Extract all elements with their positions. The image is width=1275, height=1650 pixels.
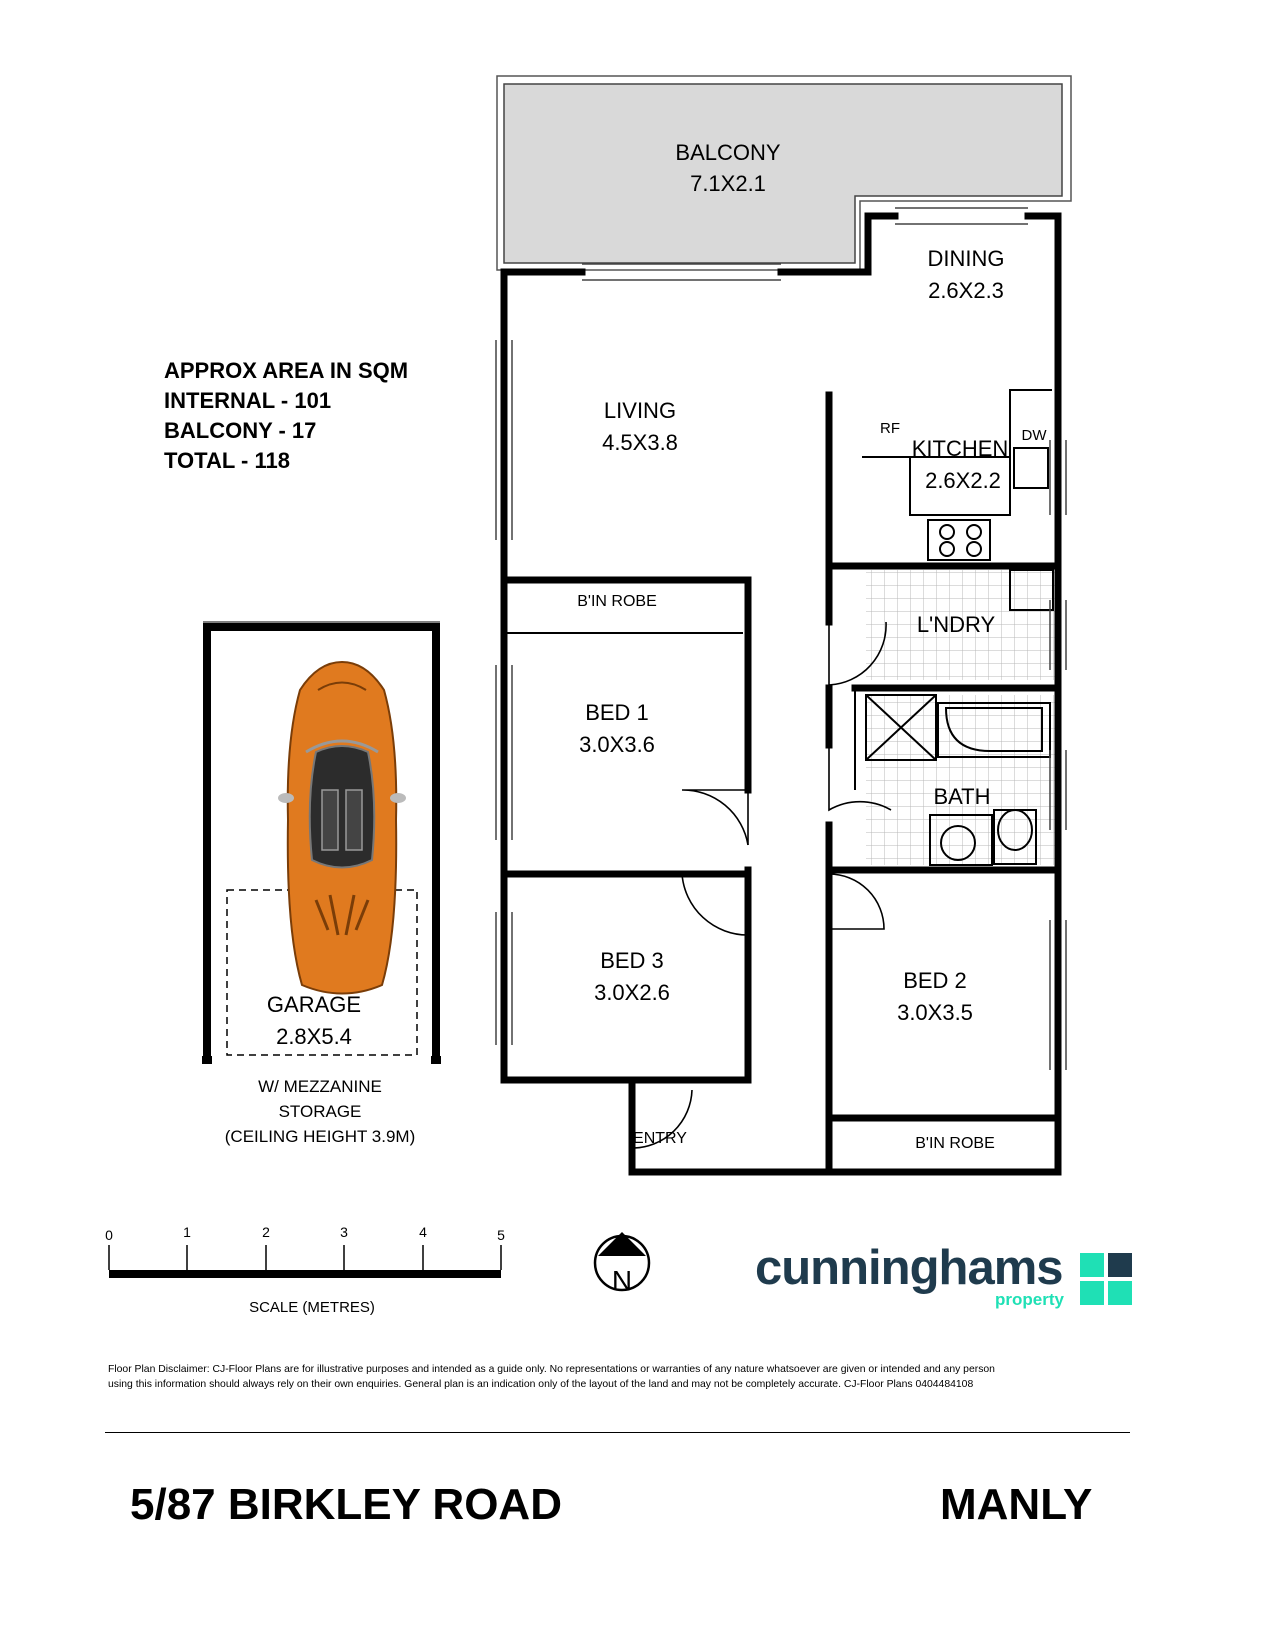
area-balcony: BALCONY - 17 [164,418,317,443]
robe1-label: B'IN ROBE [577,593,657,610]
scale-tick-2: 2 [262,1224,270,1240]
balcony-label: BALCONY [675,140,781,165]
disclaimer-line: using this information should always rely on their own enquiries. General plan is an indication only of the layout of the land and may not be completely accurate. CJ-Floor Plans 0404484108 [108,1379,974,1390]
area-title: APPROX AREA IN SQM [164,358,409,383]
balcony [497,76,1071,270]
brand-sub: property [995,1290,1064,1309]
laundry-label: L'NDRY [916,612,996,637]
bed2-size: 3.0X3.5 [897,1000,973,1025]
rf-label: RF [880,420,900,437]
entry-label: ENTRY [633,1130,687,1147]
car-icon [278,662,406,994]
kitchen-size: 2.6X2.2 [925,468,1001,493]
scale-tick-3: 3 [340,1224,348,1240]
kitchen-label: KITCHEN [911,436,1009,461]
garage-note [185,1074,455,1149]
disclaimer-line: Floor Plan Disclaimer: CJ-Floor Plans are for illustrative purposes and intended as a guide only. No representations or warranties of any nature whatsoever are given or intended and any person [108,1364,995,1375]
garage-size: 2.8X5.4 [276,1024,352,1049]
divider [105,1432,1130,1433]
garage-note-line: STORAGE [278,1102,362,1121]
scale-tick-1: 1 [183,1224,191,1240]
dining-label: DINING [927,246,1005,271]
bed1-size: 3.0X3.6 [579,732,655,757]
scale-label: SCALE (METRES) [249,1299,375,1316]
dw-label: DW [1021,427,1047,444]
garage-label: GARAGE [266,992,362,1017]
living-size: 4.5X3.8 [602,430,678,455]
bath-label: BATH [933,784,991,809]
scale-bar [105,1224,505,1316]
bed1-label: BED 1 [585,700,649,725]
bed3-size: 3.0X2.6 [594,980,670,1005]
dining-size: 2.6X2.3 [928,278,1004,303]
bed2-label: BED 2 [903,968,967,993]
garage-note-line: (CEILING HEIGHT 3.9M) [224,1127,416,1146]
scale-tick-5: 5 [497,1227,505,1243]
garage [202,622,441,1060]
area-internal: INTERNAL - 101 [164,388,332,413]
robe2-label: B'IN ROBE [915,1135,995,1152]
balcony-size: 7.1X2.1 [690,171,766,196]
compass-label: N [611,1265,633,1296]
disclaimer [108,1362,1188,1392]
scale-tick-0: 0 [105,1227,113,1243]
garage-note-line: W/ MEZZANINE [258,1077,382,1096]
suburb: MANLY [940,1480,1093,1529]
living-label: LIVING [603,398,677,423]
area-summary [164,356,408,476]
walls [504,216,1058,1172]
compass-icon [595,1232,649,1296]
address: 5/87 BIRKLEY ROAD [130,1480,562,1529]
scale-tick-4: 4 [419,1224,427,1240]
doors [632,622,891,1148]
bed3-label: BED 3 [600,948,664,973]
brand-squares-icon [1080,1253,1132,1305]
brand-name: cunninghams [755,1241,1063,1295]
area-total: TOTAL - 118 [164,448,290,473]
